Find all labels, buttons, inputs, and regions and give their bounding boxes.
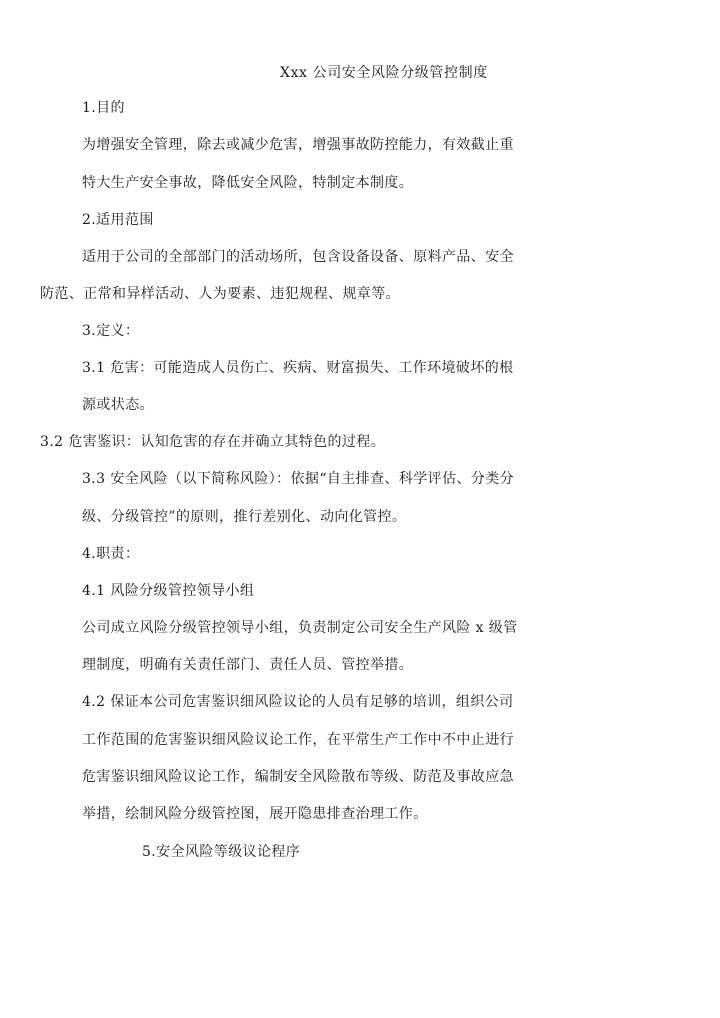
paragraph-line: 危害鉴识细风险议论工作，编制安全风险散布等级、防范及事故应急	[82, 769, 514, 785]
section-heading-responsibilities: 4.职责：	[82, 546, 140, 562]
paragraph-line: 4.2 保证本公司危害鉴识细风险议论的人员有足够的培训，组织公司	[82, 694, 514, 710]
document-title: Xxx 公司安全风险分级管控制度	[280, 65, 488, 81]
paragraph-line: 防范、正常和异样活动、人为要素、违犯规程、规章等。	[40, 286, 400, 302]
paragraph-line: 举措，绘制风险分级管控图，展开隐患排查治理工作。	[82, 806, 428, 822]
section-heading-scope: 2.适用范围	[82, 212, 154, 228]
paragraph-line: 理制度，明确有关责任部门、责任人员、管控举措。	[82, 657, 414, 673]
paragraph-line: 3.2 危害鉴识：认知危害的存在并确立其特色的过程。	[40, 434, 386, 450]
paragraph-line: 特大生产安全事故，降低安全风险，特制定本制度。	[82, 175, 414, 191]
paragraph-line: 为增强安全管理，除去或减少危害，增强事故防控能力，有效截止重	[82, 137, 514, 153]
paragraph-line: 3.1 危害：可能造成人员伤亡、疾病、财富损失、工作环境破坏的根	[82, 360, 514, 376]
section-heading-definitions: 3.定义：	[82, 323, 140, 339]
paragraph-line: 3.3 安全风险（以下简称风险）：依据“自主排查、科学评估、分类分	[82, 471, 515, 487]
section-heading-procedure: 5.安全风险等级议论程序	[142, 844, 301, 860]
paragraph-line: 工作范围的危害鉴识细风险议论工作，在平常生产工作中不中止进行	[82, 732, 514, 748]
paragraph-line: 4.1 风险分级管控领导小组	[82, 583, 255, 599]
paragraph-line: 级、分级管控”的原则，推行差别化、动向化管控。	[82, 509, 407, 525]
section-heading-purpose: 1.目的	[82, 100, 125, 116]
paragraph-line: 源或状态。	[82, 397, 154, 413]
paragraph-line: 公司成立风险分级管控领导小组，负责制定公司安全生产风险 x 级管	[82, 620, 518, 636]
paragraph-line: 适用于公司的全部部门的活动场所，包含设备设备、原料产品、安全	[82, 249, 514, 265]
